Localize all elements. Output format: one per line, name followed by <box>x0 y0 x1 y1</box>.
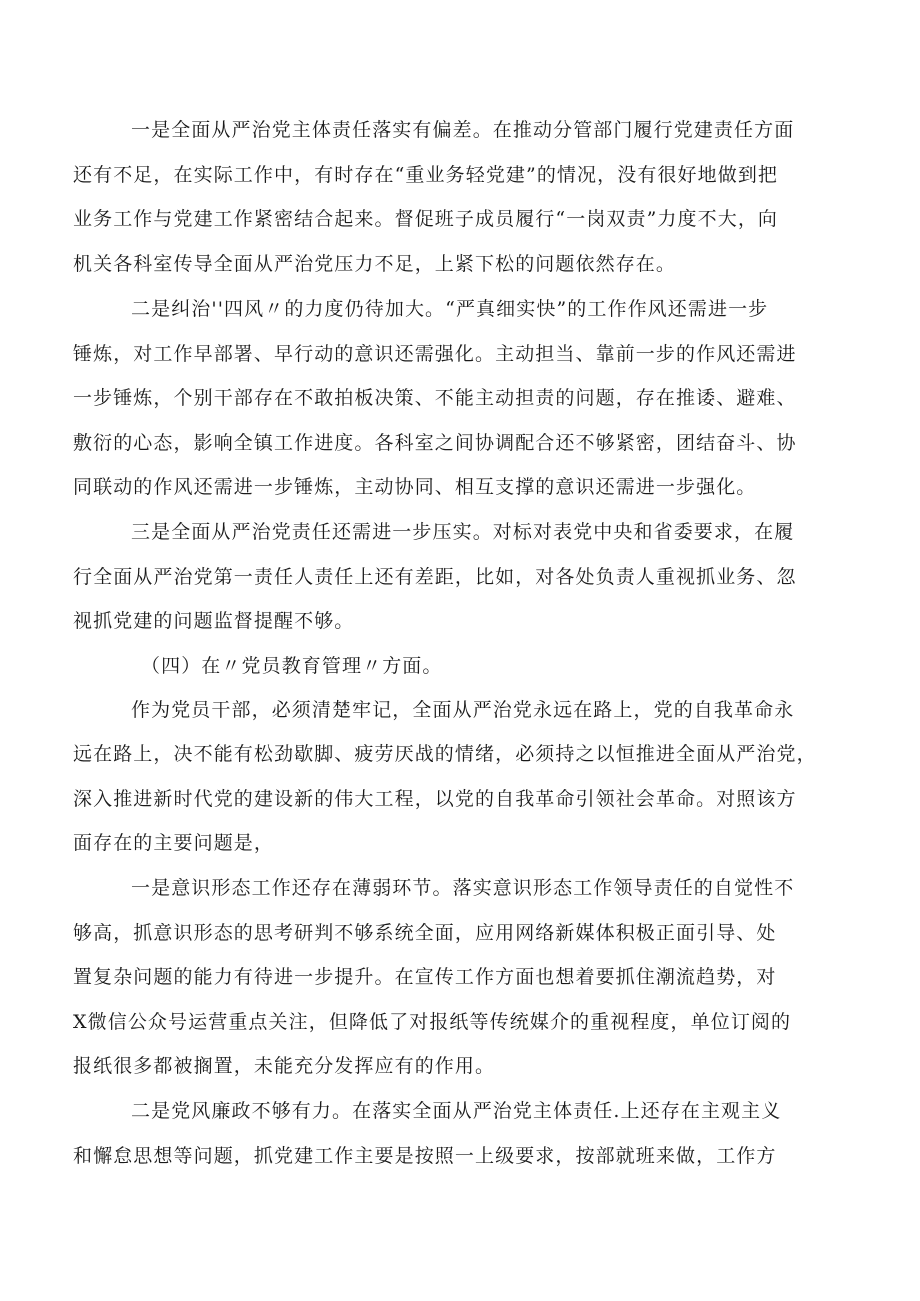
text-line: 远在路上，决不能有松劲歇脚、疲劳厌战的情绪，必须持之以恒推进全面从严治党， <box>73 743 817 765</box>
text-line: 一是全面从严治党主体责任落实有偏差。在推动分管部门履行党建责任方面 <box>131 119 795 141</box>
text-line: X微信公众号运营重点关注，但降低了对报纸等传统媒介的重视程度，单位订阅的 <box>73 1011 792 1033</box>
text-line: 敷衍的心态，影响全镇工作进度。各科室之间协调配合还不够紧密，团结奋斗、协 <box>73 432 797 454</box>
text-line: 同联动的作风还需进一步锤炼，主动协同、相互支撑的意识还需进一步强化。 <box>73 476 757 498</box>
text-line: 面存在的主要问题是， <box>73 832 275 854</box>
text-line: 一步锤炼，个别干部存在不敢拍板决策、不能主动担责的问题，存在推诿、避难、 <box>73 387 797 409</box>
text-line: 锤炼，对工作早部署、早行动的意识还需强化。主动担当、靠前一步的作风还需进 <box>73 343 797 365</box>
text-line: 业务工作与党建工作紧密结合起来。督促班子成员履行“一岗双责”力度不大，向 <box>73 208 779 230</box>
text-line: 还有不足，在实际工作中，有时存在“重业务轻党建”的情况，没有很好地做到把 <box>73 164 779 186</box>
text-line: 一是意识形态工作还存在薄弱环节。落实意识形态工作领导责任的自觉性不 <box>131 877 795 899</box>
text-line: 视抓党建的问题监督提醒不够。 <box>73 610 355 632</box>
text-line: 机关各科室传导全面从严治党压力不足，上紧下松的问题依然存在。 <box>73 253 677 275</box>
text-line: 作为党员干部，必须清楚牢记，全面从严治党永远在路上，党的自我革命永 <box>131 699 795 721</box>
text-line: 二是党风廉政不够有力。在落实全面从严治党主体责任.上还存在主观主义 <box>131 1100 782 1122</box>
text-line: 三是全面从严治党责任还需进一步压实。对标对表党中央和省委要求，在履 <box>131 521 795 543</box>
text-line: 够高，抓意识形态的思考研判不够系统全面，应用网络新媒体积极正面引导、处 <box>73 922 777 944</box>
text-line: 置复杂问题的能力有待进一步提升。在宣传工作方面也想着要抓住潮流趋势，对 <box>73 966 777 988</box>
text-line: 和懈怠思想等问题，抓党建工作主要是按照一上级要求，按部就班来做，工作方 <box>73 1145 777 1167</box>
text-line: 行全面从严治党第一责任人责任上还有差距，比如，对各处负责人重视抓业务、忽 <box>73 566 797 588</box>
text-line: 深入推进新时代党的建设新的伟大工程，以党的自我革命引领社会革命。对照该方 <box>73 788 797 810</box>
text-line: 二是纠治''四风〃的力度仍待加大。“严真细实快”的工作作风还需进一步 <box>131 298 769 320</box>
text-line: 报纸很多都被搁置，未能充分发挥应有的作用。 <box>73 1055 496 1077</box>
section-heading: （四）在〃党员教育管理〃方面。 <box>141 655 443 677</box>
